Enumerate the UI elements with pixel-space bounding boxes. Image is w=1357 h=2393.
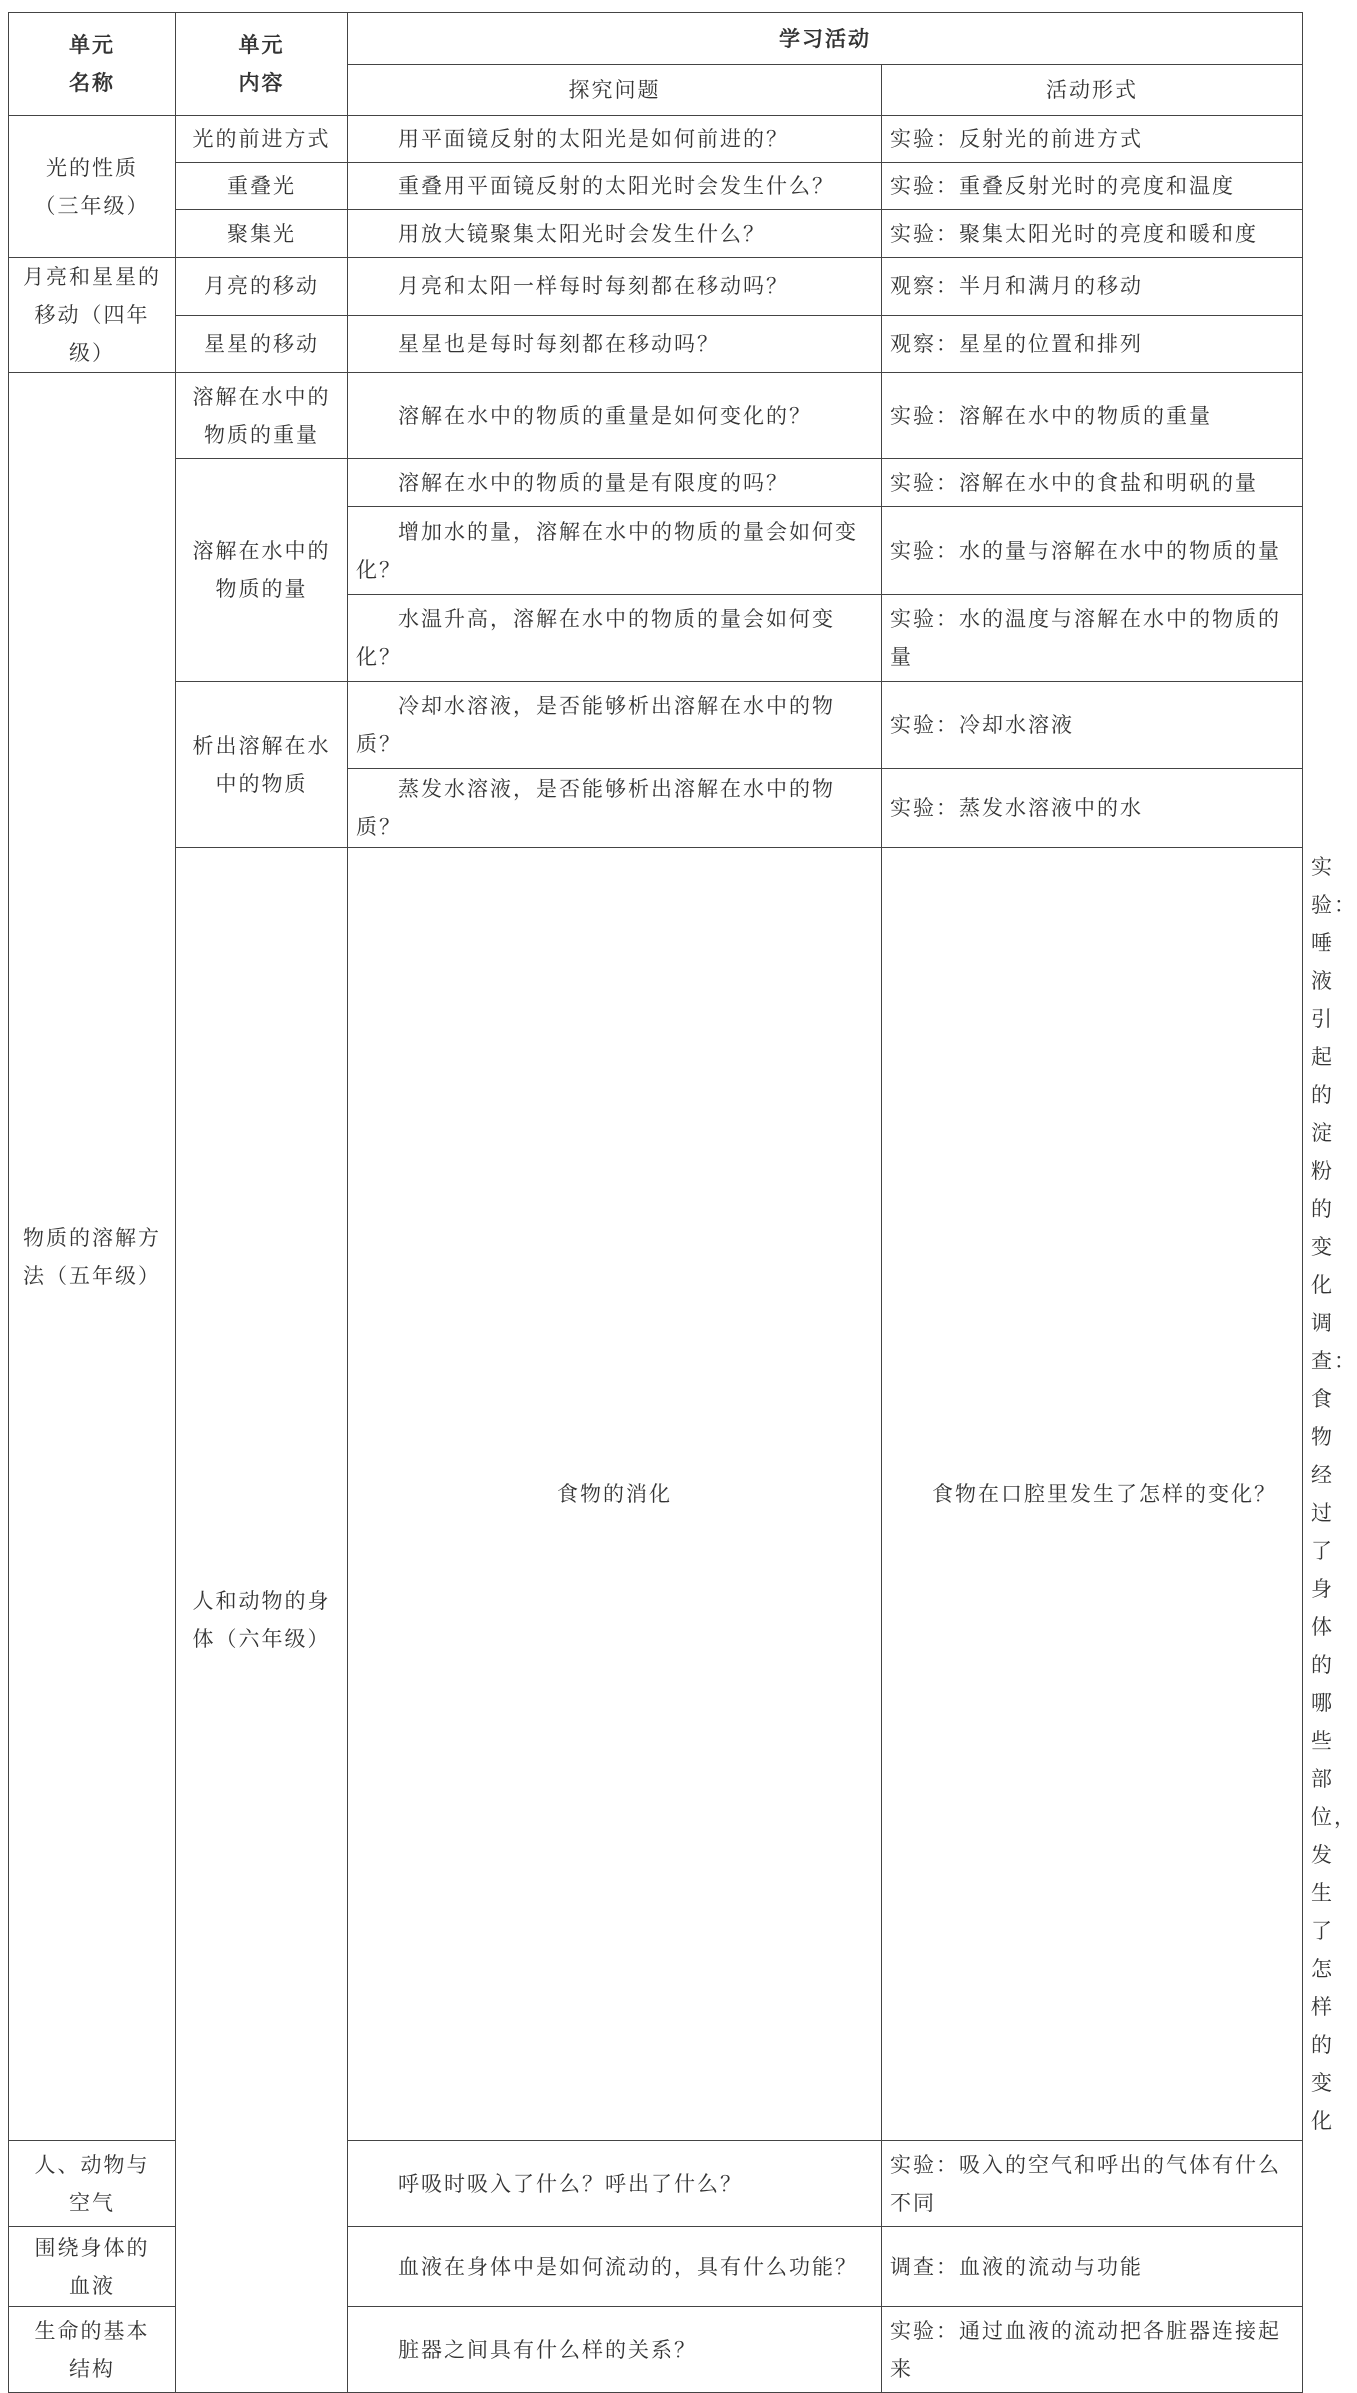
inquiry-question-cell: 冷却水溶液，是否能够析出溶解在水中的物质？ [348, 682, 882, 769]
inquiry-question-cell: 食物在口腔里发生了怎样的变化？ [882, 848, 1303, 2141]
inquiry-question-cell: 用放大镜聚集太阳光时会发生什么？ [348, 210, 882, 258]
activity-form-cell: 观察：星星的位置和排列 [882, 315, 1303, 373]
table-row [9, 163, 1303, 210]
activity-form-cell: 实验：聚集太阳光时的亮度和暖和度 [882, 210, 1303, 258]
table-row [9, 315, 1303, 373]
activity-form-cell: 调查：血液的流动与功能 [882, 2227, 1303, 2307]
header-inquiry-question: 探究问题 [348, 65, 882, 116]
activity-form-cell: 实验：水的量与溶解在水中的物质的量 [882, 507, 1303, 595]
activity-form-cell: 实验：重叠反射光时的亮度和温度 [882, 163, 1303, 210]
activity-form-cell: 实验：吸入的空气和呼出的气体有什么不同 [882, 2141, 1303, 2227]
inquiry-question-cell: 水温升高，溶解在水中的物质的量会如何变化？ [348, 595, 882, 682]
inquiry-question-cell: 星星也是每时每刻都在移动吗？ [348, 315, 882, 373]
unit-content-cell: 光的前进方式 [176, 116, 348, 163]
activity-form-cell: 实验：蒸发水溶液中的水 [882, 769, 1303, 848]
unit-content-cell: 重叠光 [176, 163, 348, 210]
unit-content-cell: 人、动物与 空气 [9, 2141, 176, 2227]
inquiry-question-cell: 血液在身体中是如何流动的，具有什么功能？ [348, 2227, 882, 2307]
table-row [9, 258, 1303, 316]
table-row [9, 682, 1303, 769]
unit-content-cell: 月亮的移动 [176, 258, 348, 316]
unit-content-cell: 食物的消化 [348, 848, 882, 2141]
activity-form-cell: 实验：反射光的前进方式 [882, 116, 1303, 163]
unit-content-cell: 聚集光 [176, 210, 348, 258]
unit-name-cell: 人和动物的身 体（六年级） [176, 848, 348, 2393]
unit-content-cell: 星星的移动 [176, 315, 348, 373]
activity-form-cell: 实验：通过血液的流动把各脏器连接起来 [882, 2307, 1303, 2393]
inquiry-question-cell: 月亮和太阳一样每时每刻都在移动吗？ [348, 258, 882, 316]
table-row [9, 373, 1303, 459]
unit-content-cell: 析出溶解在水 中的物质 [176, 682, 348, 848]
activity-form-cell: 实验：溶解在水中的物质的重量 [882, 373, 1303, 459]
inquiry-question-cell: 重叠用平面镜反射的太阳光时会发生什么？ [348, 163, 882, 210]
inquiry-question-cell: 增加水的量，溶解在水中的物质的量会如何变化？ [348, 507, 882, 595]
unit-content-cell: 溶解在水中的 物质的重量 [176, 373, 348, 459]
unit-content-cell: 围绕身体的 血液 [9, 2227, 176, 2307]
inquiry-question-cell: 溶解在水中的物质的量是有限度的吗？ [348, 459, 882, 507]
inquiry-question-cell: 蒸发水溶液，是否能够析出溶解在水中的物质？ [348, 769, 882, 848]
header-activity-form: 活动形式 [882, 65, 1303, 116]
unit-content-cell: 溶解在水中的 物质的量 [176, 459, 348, 682]
unit-name-cell: 物质的溶解方 法（五年级） [9, 373, 176, 2141]
inquiry-question-cell: 呼吸时吸入了什么？呼出了什么？ [348, 2141, 882, 2227]
unit-name-cell: 月亮和星星的 移动（四年级） [9, 258, 176, 373]
table-row [9, 210, 1303, 258]
unit-content-cell: 生命的基本 结构 [9, 2307, 176, 2393]
activity-form-cell: 观察：半月和满月的移动 [882, 258, 1303, 316]
unit-name-cell: 光的性质 （三年级） [9, 116, 176, 258]
activity-form-cell: 实验：冷却水溶液 [882, 682, 1303, 769]
table-row: 人和动物的身 体（六年级） 食物的消化 食物在口腔里发生了怎样的变化？ 实验：唾液引起的淀粉的变化 调查：食物经过了身体的哪些部位，发生了怎样的变化 [9, 848, 1303, 2141]
inquiry-question-cell: 溶解在水中的物质的重量是如何变化的？ [348, 373, 882, 459]
table-row [9, 116, 1303, 163]
table-row [9, 459, 1303, 507]
activity-form-cell: 实验：水的温度与溶解在水中的物质的量 [882, 595, 1303, 682]
curriculum-table [8, 12, 1357, 2393]
inquiry-question-cell: 脏器之间具有什么样的关系？ [348, 2307, 882, 2393]
header-learning-activity: 学习活动 [348, 13, 1303, 65]
header-unit-content: 单元 内容 [176, 13, 348, 116]
inquiry-question-cell: 用平面镜反射的太阳光是如何前进的？ [348, 116, 882, 163]
activity-form-cell: 实验：溶解在水中的食盐和明矾的量 [882, 459, 1303, 507]
header-unit-name: 单元 名称 [9, 13, 176, 116]
